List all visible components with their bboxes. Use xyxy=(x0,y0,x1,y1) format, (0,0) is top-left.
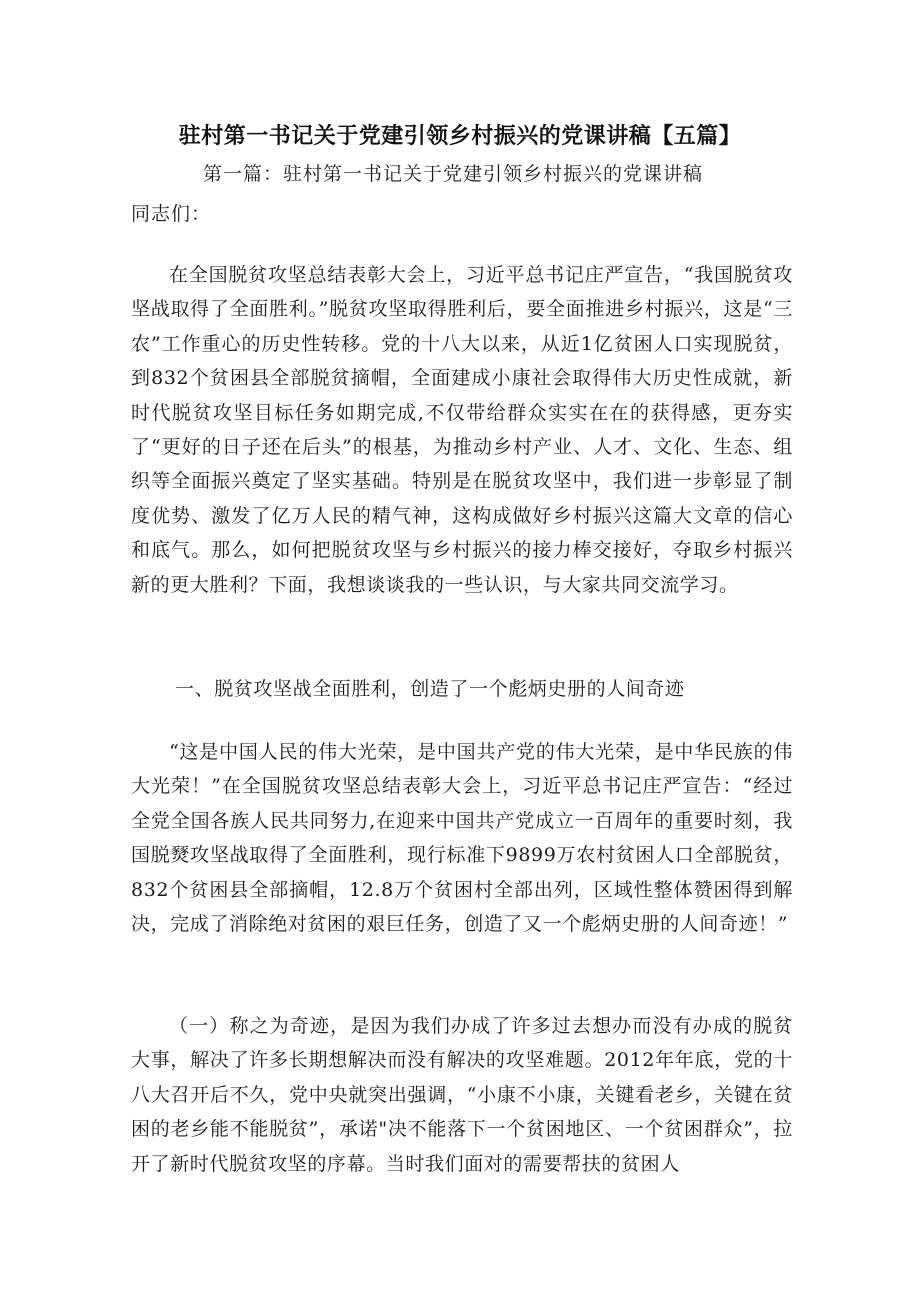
greeting: 同志们： xyxy=(131,203,212,225)
document-title: 驻村第一书记关于党建引领乡村振兴的党课讲稿【五篇】 xyxy=(178,124,742,149)
paragraph-intro: 在全国脱贫攻坚总结表彰大会上，习近平总书记庄严宣告，“我国脱贫攻坚战取得了全面胜利。”脱贫攻坚取得胜利后，要全面推进乡村振兴，这是“三农”工作重心的历史性转移。党的十八大以来，从近1亿贫困人口实现脱贫，到832个贫困县全部脱贫摘帽，全面建成小康社会取得伟大历史性成就，新时代脱贫攻坚目标任务如期完成,不仅带给群众实实在在的获得感，更夯实了“更好的日子还在后头”的根基，为推动乡村产业、人才、文化、生态、组织等全面振兴奠定了坚实基础。特别是在脱贫攻坚中，我们进一步彰显了制度优势、激发了亿万人民的精气神，这构成做好乡村振兴这篇大文章的信心和底气。那么，如何把脱贫攻坚与乡村振兴的接力棒交接好，夺取乡村振兴新的更大胜利？下面，我想谈谈我的一些认识，与大家共同交流学习。 xyxy=(131,264,793,596)
section-heading-1: 一、脱贫攻坚战全面胜利，创造了一个彪炳史册的人间奇迹 xyxy=(175,678,685,700)
paragraph-subsection-1: （一）称之为奇迹，是因为我们办成了许多过去想办而没有办成的脱贫大事，解决了许多长期想解决而没有解决的攻坚难题。2012年年底，党的十八大召开后不久，党中央就突出强调，“小康不小康，关键看老乡，关键在贫困的老乡能不能脱贫”，承诺"决不能落下一个贫困地区、一个贫困群众”，拉开了新时代脱贫攻坚的序幕。当时我们面对的需要帮扶的贫困人 xyxy=(131,1015,793,1175)
chapter-subtitle: 第一篇：驻村第一书记关于党建引领乡村振兴的党课讲稿 xyxy=(203,163,704,185)
paragraph-quote: “这是中国人民的伟大光荣，是中国共产党的伟大光荣，是中华民族的伟大光荣！”在全国脱贫攻坚总结表彰大会上，习近平总书记庄严宣告：“经过全党全国各族人民共同努力,在迎来中国共产党成立一百周年的重要时刻，我国脱燹攻坚战取得了全面胜利，现行标准下9899万农村贫困人口全部脱贫，832个贫困县全部摘帽，12.8万个贫困村全部出列，区域性整体赞困得到解决，完成了消除绝对贫困的艰巨任务，创造了又一个彪炳史册的人间奇迹！” xyxy=(131,741,793,936)
